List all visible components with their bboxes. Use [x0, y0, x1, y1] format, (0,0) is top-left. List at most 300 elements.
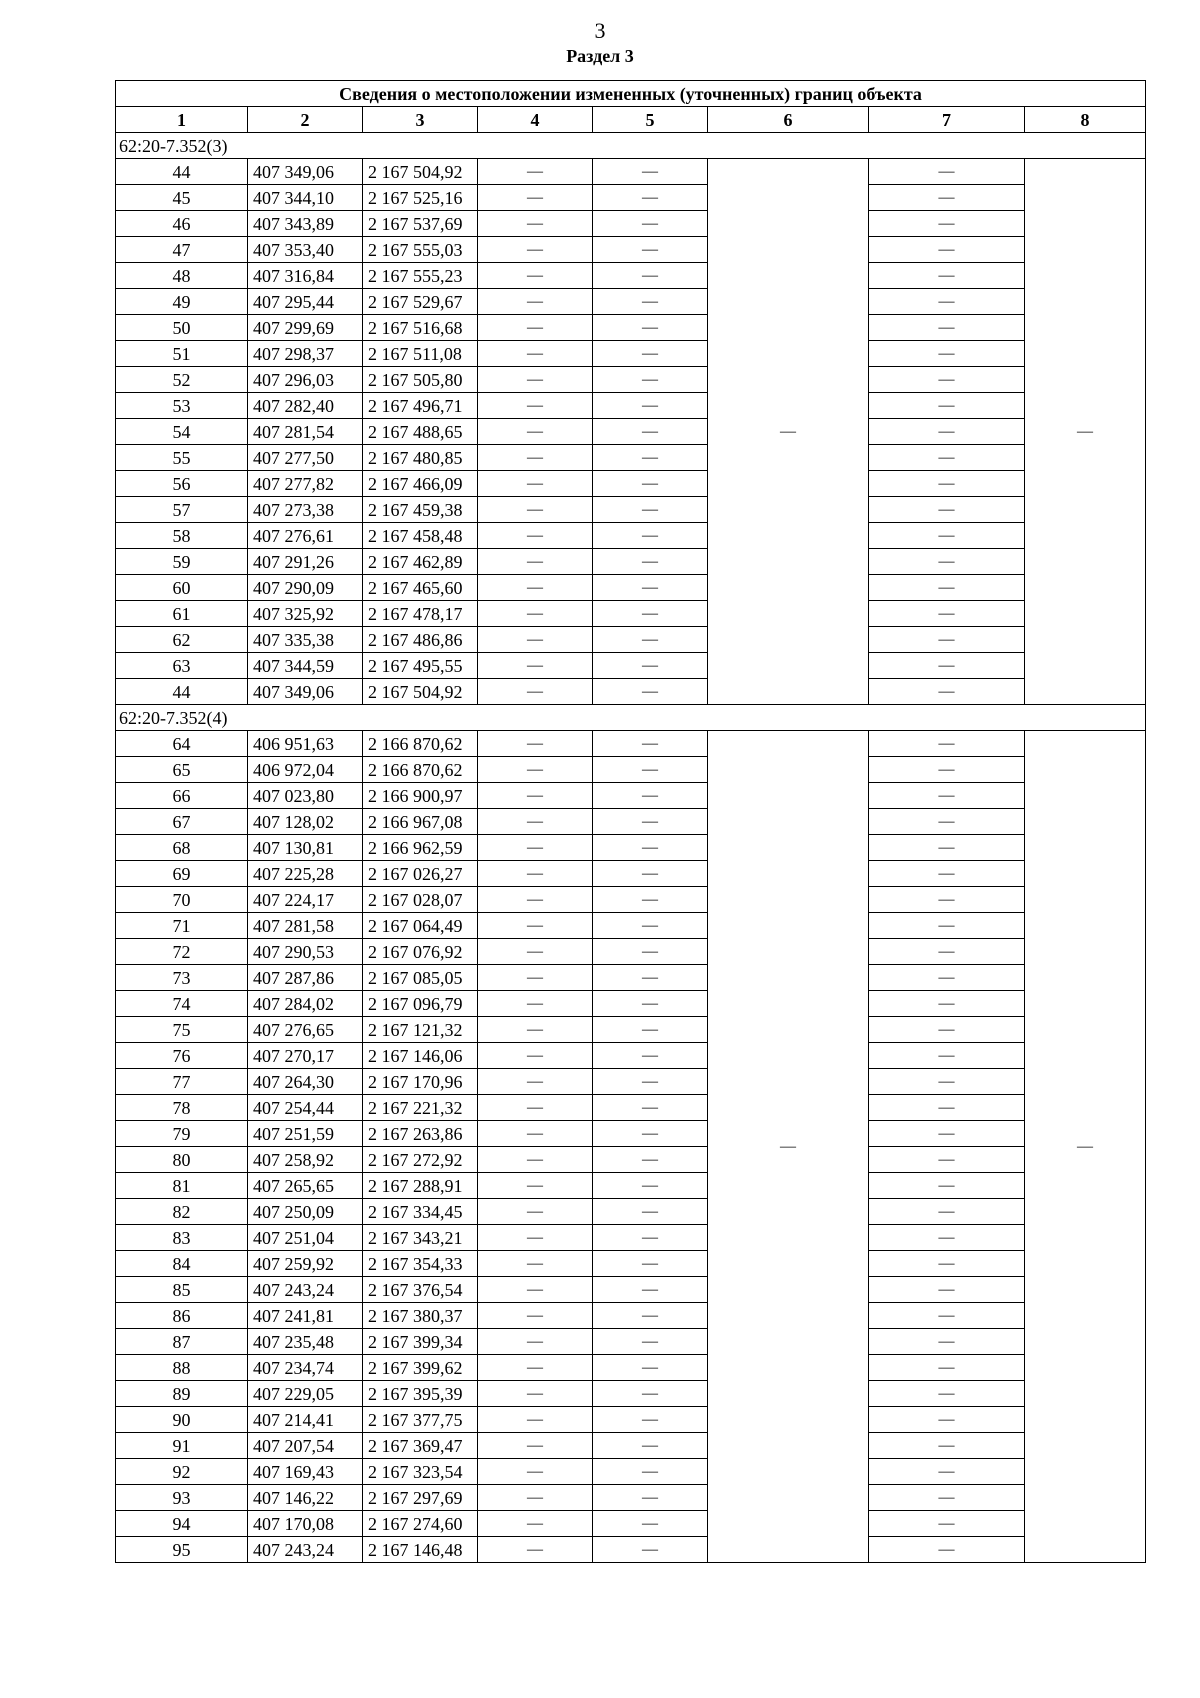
coordinate-x-cell: 406 951,63 [248, 731, 363, 757]
coordinate-y-cell: 2 167 496,71 [363, 393, 478, 419]
coordinate-x-cell: 407 169,43 [248, 1459, 363, 1485]
dash-cell: — [478, 861, 593, 887]
dash-cell: — [593, 1225, 708, 1251]
dash-cell: — [478, 419, 593, 445]
coordinate-y-cell: 2 167 121,32 [363, 1017, 478, 1043]
dash-cell: — [593, 965, 708, 991]
dash-cell: — [478, 263, 593, 289]
dash-cell: — [869, 1485, 1025, 1511]
coordinate-y-cell: 2 167 274,60 [363, 1511, 478, 1537]
coordinate-y-cell: 2 166 962,59 [363, 835, 478, 861]
dash-cell: — [593, 1017, 708, 1043]
dash-cell: — [478, 1147, 593, 1173]
column-number: 7 [869, 107, 1025, 133]
dash-cell: — [869, 1225, 1025, 1251]
point-number-cell: 95 [116, 1537, 248, 1563]
coordinate-x-cell: 407 251,59 [248, 1121, 363, 1147]
column-number: 3 [363, 107, 478, 133]
coordinate-x-cell: 407 264,30 [248, 1069, 363, 1095]
table-row [116, 731, 1146, 757]
point-number-cell: 88 [116, 1355, 248, 1381]
table-row [116, 523, 1146, 549]
dash-cell: — [478, 1355, 593, 1381]
coordinate-x-cell: 407 259,92 [248, 1251, 363, 1277]
table-row [116, 289, 1146, 315]
dash-cell: — [869, 419, 1025, 445]
coordinate-x-cell: 407 243,24 [248, 1277, 363, 1303]
dash-cell: — [478, 601, 593, 627]
dash-cell: — [478, 1303, 593, 1329]
dash-cell: — [593, 757, 708, 783]
coordinate-x-cell: 407 296,03 [248, 367, 363, 393]
dash-cell: — [593, 419, 708, 445]
point-number-cell: 55 [116, 445, 248, 471]
dash-cell: — [593, 1199, 708, 1225]
dash-cell: — [478, 809, 593, 835]
coordinate-y-cell: 2 167 459,38 [363, 497, 478, 523]
dash-cell: — [593, 263, 708, 289]
dash-cell: — [869, 731, 1025, 757]
coordinate-x-cell: 407 335,38 [248, 627, 363, 653]
dash-cell: — [478, 315, 593, 341]
table-row [116, 1303, 1146, 1329]
dash-cell: — [478, 289, 593, 315]
dash-cell: — [869, 1355, 1025, 1381]
coordinate-x-cell: 407 276,61 [248, 523, 363, 549]
dash-cell: — [869, 835, 1025, 861]
coordinate-y-cell: 2 167 170,96 [363, 1069, 478, 1095]
dash-cell: — [478, 185, 593, 211]
dash-cell: — [593, 809, 708, 835]
point-number-cell: 44 [116, 159, 248, 185]
dash-cell: — [478, 1381, 593, 1407]
coordinate-x-cell: 407 265,65 [248, 1173, 363, 1199]
coordinate-y-cell: 2 167 146,48 [363, 1537, 478, 1563]
table-row [116, 627, 1146, 653]
coordinate-y-cell: 2 167 146,06 [363, 1043, 478, 1069]
table-row [116, 393, 1146, 419]
point-number-cell: 62 [116, 627, 248, 653]
dash-cell: — [593, 1147, 708, 1173]
dash-cell: — [593, 211, 708, 237]
dash-cell: — [869, 1043, 1025, 1069]
dash-cell: — [593, 731, 708, 757]
table-row [116, 1199, 1146, 1225]
coordinate-y-cell: 2 167 488,65 [363, 419, 478, 445]
dash-cell: — [478, 211, 593, 237]
coordinate-y-cell: 2 167 076,92 [363, 939, 478, 965]
coordinate-y-cell: 2 167 478,17 [363, 601, 478, 627]
dash-cell: — [869, 1537, 1025, 1563]
coordinate-x-cell: 407 295,44 [248, 289, 363, 315]
table-row [116, 185, 1146, 211]
table-row [116, 211, 1146, 237]
dash-cell: — [593, 289, 708, 315]
point-number-cell: 85 [116, 1277, 248, 1303]
coordinate-x-cell: 407 258,92 [248, 1147, 363, 1173]
table-caption: Сведения о местоположении измененных (уточненных) границ объекта [116, 81, 1146, 107]
table-row [116, 445, 1146, 471]
table-row [116, 679, 1146, 705]
coordinate-y-cell: 2 167 480,85 [363, 445, 478, 471]
table-caption-row [116, 81, 1146, 107]
dash-cell: — [869, 445, 1025, 471]
table-row [116, 1121, 1146, 1147]
dash-cell: — [869, 341, 1025, 367]
table-row [116, 1225, 1146, 1251]
coordinate-x-cell: 407 254,44 [248, 1095, 363, 1121]
dash-cell: — [478, 913, 593, 939]
dash-cell: — [593, 1121, 708, 1147]
table-row [116, 809, 1146, 835]
coordinate-x-cell: 406 972,04 [248, 757, 363, 783]
coordinate-x-cell: 407 207,54 [248, 1433, 363, 1459]
dash-cell: — [593, 627, 708, 653]
table-row [116, 471, 1146, 497]
point-number-cell: 53 [116, 393, 248, 419]
table-row [116, 159, 1146, 185]
dash-cell: — [869, 1277, 1025, 1303]
dash-cell: — [593, 913, 708, 939]
point-number-cell: 67 [116, 809, 248, 835]
point-number-cell: 91 [116, 1433, 248, 1459]
table-row [116, 1537, 1146, 1563]
coordinate-y-cell: 2 167 221,32 [363, 1095, 478, 1121]
dash-cell: — [869, 757, 1025, 783]
dash-cell: — [478, 1537, 593, 1563]
coordinate-x-cell: 407 170,08 [248, 1511, 363, 1537]
table-row [116, 1485, 1146, 1511]
table-row [116, 367, 1146, 393]
coordinate-x-cell: 407 284,02 [248, 991, 363, 1017]
dash-cell: — [869, 679, 1025, 705]
table-row [116, 601, 1146, 627]
dash-cell: — [593, 783, 708, 809]
point-number-cell: 58 [116, 523, 248, 549]
coordinate-x-cell: 407 229,05 [248, 1381, 363, 1407]
dash-cell: — [478, 939, 593, 965]
coordinate-y-cell: 2 166 967,08 [363, 809, 478, 835]
table-row [116, 575, 1146, 601]
dash-cell: — [593, 1459, 708, 1485]
dash-cell: — [869, 575, 1025, 601]
point-number-cell: 64 [116, 731, 248, 757]
coordinate-x-cell: 407 298,37 [248, 341, 363, 367]
column-number: 2 [248, 107, 363, 133]
coordinate-y-cell: 2 167 466,09 [363, 471, 478, 497]
coordinate-y-cell: 2 167 458,48 [363, 523, 478, 549]
coordinate-x-cell: 407 251,04 [248, 1225, 363, 1251]
merged-dash-cell: — [708, 159, 869, 705]
coordinate-y-cell: 2 167 529,67 [363, 289, 478, 315]
coordinate-y-cell: 2 167 395,39 [363, 1381, 478, 1407]
point-number-cell: 86 [116, 1303, 248, 1329]
point-number-cell: 70 [116, 887, 248, 913]
dash-cell: — [593, 1173, 708, 1199]
dash-cell: — [869, 809, 1025, 835]
group-header-row [116, 705, 1146, 731]
dash-cell: — [869, 185, 1025, 211]
table-row [116, 341, 1146, 367]
table-row [116, 1043, 1146, 1069]
point-number-cell: 78 [116, 1095, 248, 1121]
dash-cell: — [593, 1511, 708, 1537]
table-row [116, 1095, 1146, 1121]
dash-cell: — [478, 835, 593, 861]
dash-cell: — [869, 1329, 1025, 1355]
coordinate-x-cell: 407 349,06 [248, 159, 363, 185]
dash-cell: — [593, 575, 708, 601]
coordinate-y-cell: 2 167 555,23 [363, 263, 478, 289]
point-number-cell: 61 [116, 601, 248, 627]
point-number-cell: 68 [116, 835, 248, 861]
dash-cell: — [593, 1095, 708, 1121]
coordinate-y-cell: 2 167 516,68 [363, 315, 478, 341]
coordinate-x-cell: 407 291,26 [248, 549, 363, 575]
dash-cell: — [869, 1511, 1025, 1537]
table-row [116, 861, 1146, 887]
coordinate-x-cell: 407 353,40 [248, 237, 363, 263]
dash-cell: — [478, 1095, 593, 1121]
dash-cell: — [478, 549, 593, 575]
point-number-cell: 59 [116, 549, 248, 575]
point-number-cell: 66 [116, 783, 248, 809]
point-number-cell: 65 [116, 757, 248, 783]
point-number-cell: 46 [116, 211, 248, 237]
point-number-cell: 89 [116, 1381, 248, 1407]
table-row [116, 1173, 1146, 1199]
coordinate-y-cell: 2 167 505,80 [363, 367, 478, 393]
section-title: Раздел 3 [566, 46, 634, 66]
dash-cell: — [593, 1381, 708, 1407]
dash-cell: — [593, 185, 708, 211]
point-number-cell: 74 [116, 991, 248, 1017]
dash-cell: — [478, 991, 593, 1017]
coordinate-x-cell: 407 344,10 [248, 185, 363, 211]
dash-cell: — [593, 523, 708, 549]
coordinate-x-cell: 407 225,28 [248, 861, 363, 887]
parcel-number: 62:20-7.352(3) [116, 133, 1146, 159]
table-row [116, 783, 1146, 809]
dash-cell: — [593, 991, 708, 1017]
point-number-cell: 60 [116, 575, 248, 601]
point-number-cell: 92 [116, 1459, 248, 1485]
dash-cell: — [869, 783, 1025, 809]
dash-cell: — [869, 523, 1025, 549]
table-row [116, 1511, 1146, 1537]
coordinate-x-cell: 407 235,48 [248, 1329, 363, 1355]
table-row [116, 1017, 1146, 1043]
dash-cell: — [478, 1173, 593, 1199]
table-row [116, 991, 1146, 1017]
coordinate-x-cell: 407 023,80 [248, 783, 363, 809]
dash-cell: — [869, 627, 1025, 653]
coordinate-x-cell: 407 282,40 [248, 393, 363, 419]
table-row [116, 1069, 1146, 1095]
dash-cell: — [869, 1069, 1025, 1095]
table-row [116, 263, 1146, 289]
dash-cell: — [869, 887, 1025, 913]
point-number-cell: 51 [116, 341, 248, 367]
dash-cell: — [478, 1043, 593, 1069]
point-number-cell: 93 [116, 1485, 248, 1511]
coordinate-x-cell: 407 128,02 [248, 809, 363, 835]
dash-cell: — [593, 1303, 708, 1329]
coordinate-y-cell: 2 167 399,34 [363, 1329, 478, 1355]
coordinate-y-cell: 2 167 537,69 [363, 211, 478, 237]
point-number-cell: 52 [116, 367, 248, 393]
dash-cell: — [478, 1433, 593, 1459]
dash-cell: — [478, 1277, 593, 1303]
dash-cell: — [478, 1459, 593, 1485]
dash-cell: — [593, 341, 708, 367]
coordinate-y-cell: 2 167 380,37 [363, 1303, 478, 1329]
coordinate-x-cell: 407 290,53 [248, 939, 363, 965]
dash-cell: — [478, 393, 593, 419]
dash-cell: — [593, 1251, 708, 1277]
dash-cell: — [478, 731, 593, 757]
dash-cell: — [478, 887, 593, 913]
dash-cell: — [869, 601, 1025, 627]
table-row [116, 497, 1146, 523]
parcel-number: 62:20-7.352(4) [116, 705, 1146, 731]
coordinate-y-cell: 2 167 297,69 [363, 1485, 478, 1511]
dash-cell: — [593, 1537, 708, 1563]
table-row [116, 1433, 1146, 1459]
coordinate-x-cell: 407 241,81 [248, 1303, 363, 1329]
dash-cell: — [593, 1355, 708, 1381]
dash-cell: — [869, 1407, 1025, 1433]
dash-cell: — [593, 1277, 708, 1303]
coordinate-y-cell: 2 167 377,75 [363, 1407, 478, 1433]
column-number-row [116, 107, 1146, 133]
dash-cell: — [478, 627, 593, 653]
dash-cell: — [478, 445, 593, 471]
coordinate-x-cell: 407 224,17 [248, 887, 363, 913]
dash-cell: — [869, 1017, 1025, 1043]
coordinate-y-cell: 2 167 465,60 [363, 575, 478, 601]
dash-cell: — [478, 757, 593, 783]
point-number-cell: 69 [116, 861, 248, 887]
dash-cell: — [869, 393, 1025, 419]
dash-cell: — [869, 471, 1025, 497]
point-number-cell: 79 [116, 1121, 248, 1147]
table-row [116, 1329, 1146, 1355]
column-number: 1 [116, 107, 248, 133]
coordinate-y-cell: 2 167 525,16 [363, 185, 478, 211]
coordinate-y-cell: 2 167 334,45 [363, 1199, 478, 1225]
point-number-cell: 80 [116, 1147, 248, 1173]
coordinate-y-cell: 2 166 870,62 [363, 757, 478, 783]
coordinate-x-cell: 407 146,22 [248, 1485, 363, 1511]
dash-cell: — [478, 1329, 593, 1355]
column-number: 6 [708, 107, 869, 133]
dash-cell: — [869, 159, 1025, 185]
dash-cell: — [593, 471, 708, 497]
coordinate-x-cell: 407 243,24 [248, 1537, 363, 1563]
point-number-cell: 90 [116, 1407, 248, 1433]
dash-cell: — [869, 1251, 1025, 1277]
table-row [116, 887, 1146, 913]
dash-cell: — [593, 445, 708, 471]
dash-cell: — [478, 471, 593, 497]
dash-cell: — [869, 263, 1025, 289]
dash-cell: — [478, 341, 593, 367]
dash-cell: — [478, 523, 593, 549]
point-number-cell: 50 [116, 315, 248, 341]
point-number-cell: 81 [116, 1173, 248, 1199]
coordinate-x-cell: 407 277,82 [248, 471, 363, 497]
dash-cell: — [478, 1485, 593, 1511]
coordinate-y-cell: 2 167 323,54 [363, 1459, 478, 1485]
table-row [116, 913, 1146, 939]
dash-cell: — [869, 211, 1025, 237]
table-row [116, 653, 1146, 679]
dash-cell: — [869, 1199, 1025, 1225]
table-row [116, 1355, 1146, 1381]
point-number-cell: 84 [116, 1251, 248, 1277]
dash-cell: — [478, 1251, 593, 1277]
point-number-cell: 71 [116, 913, 248, 939]
coordinate-y-cell: 2 167 096,79 [363, 991, 478, 1017]
coordinate-x-cell: 407 316,84 [248, 263, 363, 289]
table-row [116, 835, 1146, 861]
coordinate-y-cell: 2 167 495,55 [363, 653, 478, 679]
coordinate-x-cell: 407 349,06 [248, 679, 363, 705]
dash-cell: — [593, 1485, 708, 1511]
dash-cell: — [478, 1017, 593, 1043]
coordinate-y-cell: 2 167 343,21 [363, 1225, 478, 1251]
dash-cell: — [593, 315, 708, 341]
column-number: 4 [478, 107, 593, 133]
point-number-cell: 82 [116, 1199, 248, 1225]
dash-cell: — [478, 159, 593, 185]
coordinate-y-cell: 2 167 369,47 [363, 1433, 478, 1459]
table-row [116, 1277, 1146, 1303]
dash-cell: — [869, 549, 1025, 575]
table-row [116, 1381, 1146, 1407]
column-number: 5 [593, 107, 708, 133]
dash-cell: — [593, 653, 708, 679]
point-number-cell: 73 [116, 965, 248, 991]
dash-cell: — [869, 1433, 1025, 1459]
coordinate-x-cell: 407 287,86 [248, 965, 363, 991]
dash-cell: — [478, 1199, 593, 1225]
dash-cell: — [869, 1303, 1025, 1329]
coordinate-y-cell: 2 167 064,49 [363, 913, 478, 939]
dash-cell: — [478, 965, 593, 991]
dash-cell: — [593, 393, 708, 419]
coordinate-x-cell: 407 277,50 [248, 445, 363, 471]
dash-cell: — [478, 367, 593, 393]
dash-cell: — [478, 679, 593, 705]
dash-cell: — [593, 1329, 708, 1355]
merged-dash-cell: — [1025, 159, 1146, 705]
dash-cell: — [478, 1225, 593, 1251]
coordinate-y-cell: 2 167 399,62 [363, 1355, 478, 1381]
merged-dash-cell: — [1025, 731, 1146, 1563]
dash-cell: — [478, 497, 593, 523]
coordinate-x-cell: 407 276,65 [248, 1017, 363, 1043]
dash-cell: — [869, 1381, 1025, 1407]
point-number-cell: 56 [116, 471, 248, 497]
dash-cell: — [869, 991, 1025, 1017]
coordinate-x-cell: 407 214,41 [248, 1407, 363, 1433]
dash-cell: — [593, 601, 708, 627]
dash-cell: — [478, 575, 593, 601]
column-number: 8 [1025, 107, 1146, 133]
coordinate-y-cell: 2 166 870,62 [363, 731, 478, 757]
